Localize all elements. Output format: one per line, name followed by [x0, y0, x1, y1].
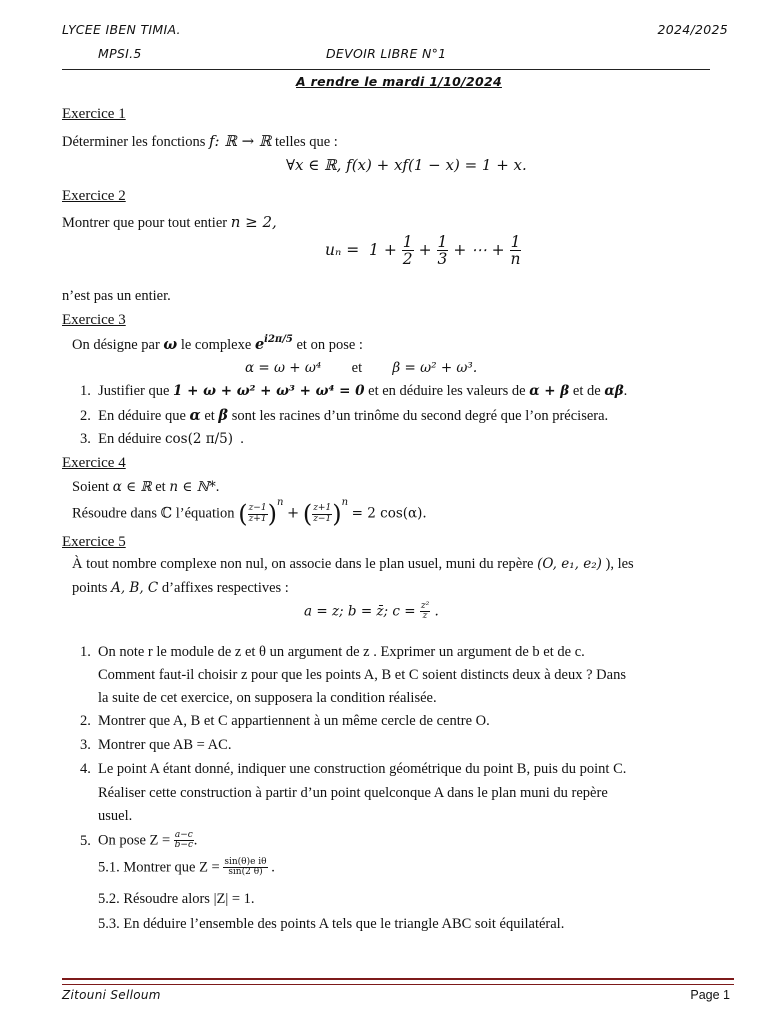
exercise-1-equation: ∀x ∈ ℝ, f(x) + xf(1 − x) = 1 + x. [286, 156, 527, 174]
exercise-5-item-4-line-1: Le point A étant donné, indiquer une construction géométrique du point B, puis du point C. [98, 761, 627, 777]
exercise-5-sub-1: 5.1. Montrer que Z = $\frac{\text{sin(θ)e iθ}}{\sin(2 \theta)}$ . [98, 857, 275, 878]
exercise-5-intro-line-1: À tout nombre complexe non nul, on associe dans le plan usuel, muni du repère (O, e₁, e₂) ), les [72, 556, 634, 572]
exercise-5-item-1-line-1: On note r le module de z et θ un argument de z . Exprimer un argument de b et de c. [98, 644, 585, 660]
exercise-5-item-2-number: 2. [80, 713, 91, 729]
exercise-5-sub-2: 5.2. Résoudre alors |Z| = 1. [98, 891, 255, 907]
exercise-5-item-2: Montrer que A, B et C appartiennent à un même cercle de centre O. [98, 713, 490, 729]
exercise-5-item-3: Montrer que AB = AC. [98, 737, 232, 753]
footer-rule [62, 978, 734, 985]
fraction-1-n: $\frac{1}{n}$ [510, 233, 521, 269]
footer-page-number: Page 1 [690, 988, 730, 1002]
exercise-5-intro-line-2: points A, B, C d’affixes respectives : [72, 580, 289, 596]
exercise-5-item-1-number: 1. [80, 644, 91, 660]
exercise-3-intro: On désigne par ω le complexe $e^{i2\pi/5}$ et on pose : [72, 334, 363, 353]
exercise-5-affixes: a = z; b = z̄; c = $\frac{\text{z²}}{z̄}$ . [304, 601, 439, 622]
exercise-5-item-4-line-3: usuel. [98, 808, 133, 824]
exercise-5-sub-3: 5.3. En déduire l’ensemble des points A tels que le triangle ABC soit équilatéral. [98, 916, 565, 932]
exercise-4-equation: Résoudre dans ℂ l’équation ( $\frac{z-1}{z+1}$ )$^n$ + ( $\frac{z+1}{z-1}$ )$^n$ = 2 cos(α). [72, 497, 427, 528]
exercise-1-title: Exercice 1 [62, 106, 126, 122]
header-rule [62, 69, 710, 70]
exercise-3-definitions: α = ω + ω⁴ et β = ω² + ω³. [245, 360, 478, 376]
fraction-1-2: $\frac{1}{2}$ [402, 233, 413, 269]
exercise-3-item-3: 3. En déduire cos(2 π/5) . [80, 431, 244, 447]
class-name: MPSI.5 [98, 46, 142, 61]
exercise-5-item-5: On pose Z = $\frac{a-c}{b-c}$ . [98, 830, 198, 851]
fraction-z2-over-zbar: $\frac{\text{z²}}{z̄}$ [420, 601, 430, 622]
school-name: LYCEE IBEN TIMIA. [62, 22, 181, 37]
exercise-5-title: Exercice 5 [62, 534, 126, 550]
exercise-3-item-2: 2. En déduire que α et β sont les racines d’un trinôme du second degré que l’on précisera. [80, 407, 609, 424]
school-year: 2024/2025 [657, 22, 728, 37]
exercise-5-item-3-number: 3. [80, 737, 91, 753]
footer-author: Zitouni Selloum [62, 988, 161, 1002]
exercise-4-given: Soient α ∈ ℝ et n ∈ ℕ*. [72, 479, 220, 495]
exercise-1-statement: Déterminer les fonctions f: ℝ → ℝ telles que : [62, 132, 338, 150]
exercise-2-statement: Montrer que pour tout entier n ≥ 2, [62, 213, 277, 231]
exercise-2-sum: uₙ = 1 + $\frac{1}{2}$ + $\frac{1}{3}$ + ⋯ + $\frac{1}{n}$ [325, 233, 521, 269]
exercise-5-item-1-line-3: la suite de cet exercice, on supposera la condition réalisée. [98, 690, 437, 706]
fraction-sin-over-sin2: $\frac{\text{sin(θ)e iθ}}{\sin(2 \theta)}$ [224, 857, 267, 878]
exercise-3-item-1: 1. Justifier que 1 + ω + ω² + ω³ + ω⁴ = 0 et en déduire les valeurs de α + β et de αβ. [80, 383, 628, 399]
exercise-5-item-4-number: 4. [80, 761, 91, 777]
fraction-z-plus-over-z-minus: $\frac{z+1}{z-1}$ [313, 503, 332, 524]
exercise-5-item-5-number: 5. [80, 833, 91, 849]
fraction-z-minus-over-z-plus: $\frac{z-1}{z+1}$ [248, 503, 267, 524]
exercise-2-title: Exercice 2 [62, 188, 126, 204]
exercise-5-item-4-line-2: Réaliser cette construction à partir d’un point quelconque A dans le plan muni du repère [98, 785, 608, 801]
exercise-5-item-1-line-2: Comment faut-il choisir z pour que les points A, B et C soient distincts deux à deux ? Dans [98, 667, 626, 683]
assignment-title: DEVOIR LIBRE N°1 [326, 46, 447, 61]
exercise-4-title: Exercice 4 [62, 455, 126, 471]
exercise-2-conclusion: n’est pas un entier. [62, 288, 171, 304]
fraction-a-minus-c-over-b-minus-c: $\frac{a-c}{b-c}$ [174, 830, 193, 851]
fraction-1-3: $\frac{1}{3}$ [437, 233, 448, 269]
exercise-3-title: Exercice 3 [62, 312, 126, 328]
due-date: A rendre le mardi 1/10/2024 [296, 74, 502, 89]
